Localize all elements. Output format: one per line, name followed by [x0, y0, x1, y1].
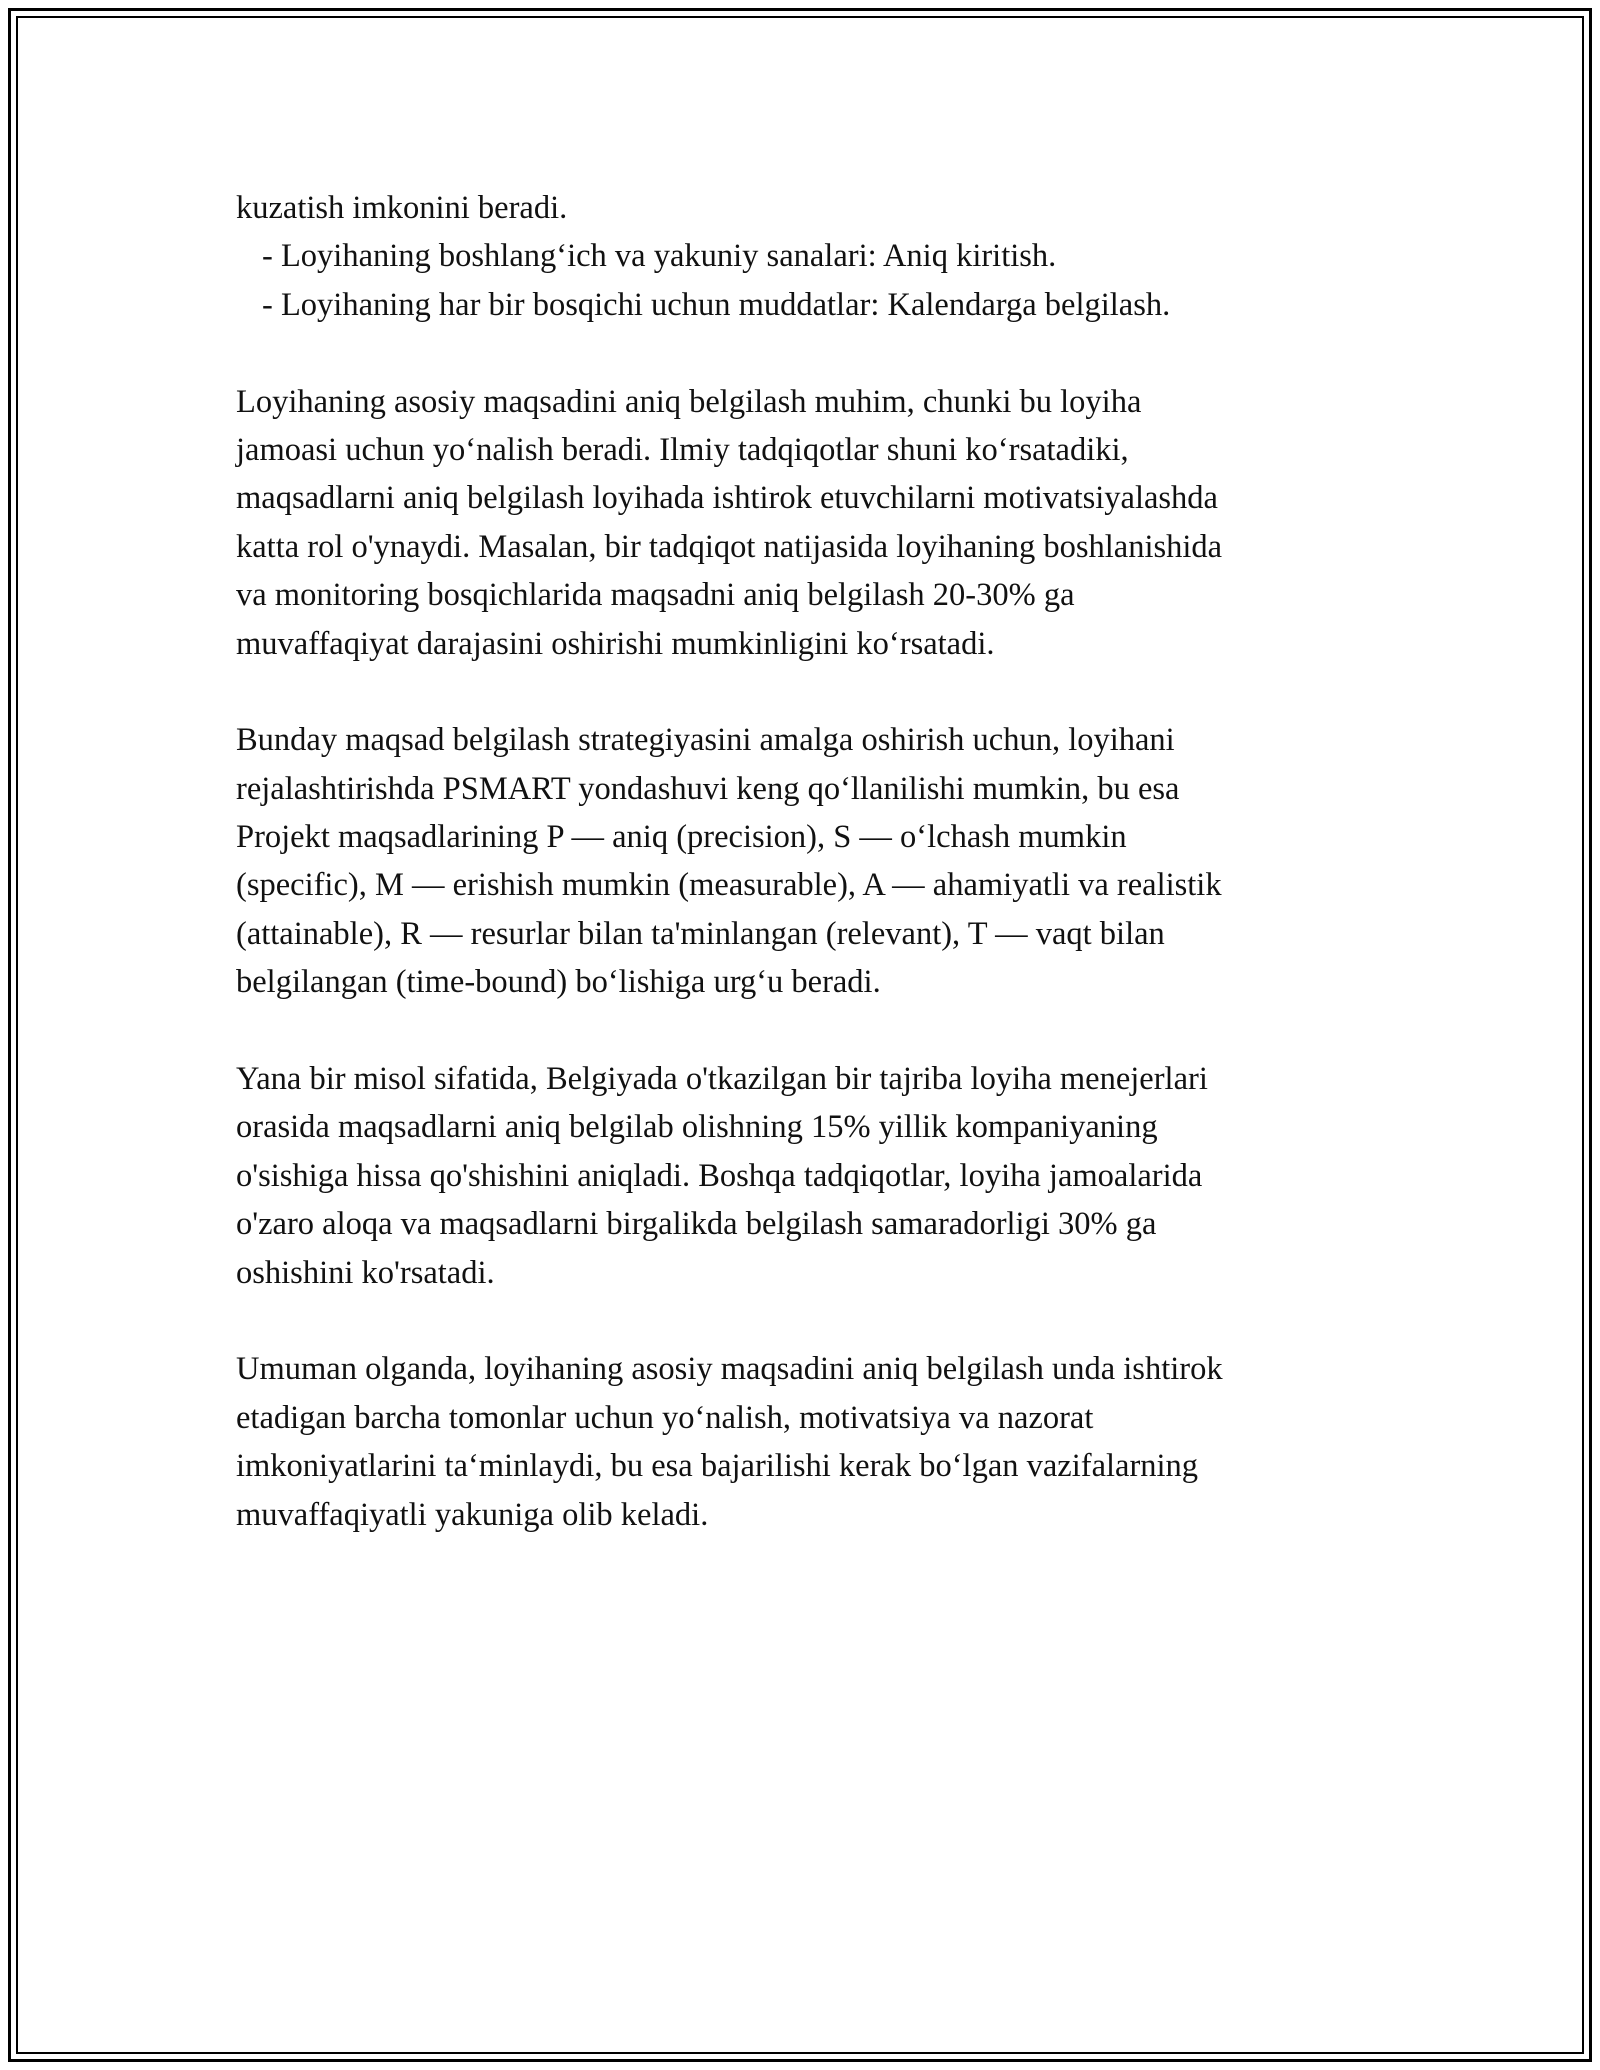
- paragraph-goal-importance: [236, 378, 1366, 668]
- text-line: Yana bir misol sifatida, Belgiyada o'tkazilgan bir tajriba loyiha menejerlari: [236, 1061, 1208, 1098]
- paragraph-gap: [236, 1007, 1366, 1055]
- paragraph-belgium-example: [236, 1055, 1366, 1297]
- text-line: muvaffaqiyatli yakuniga olib keladi.: [236, 1496, 709, 1533]
- text-line: Bunday maqsad belgilash strategiyasini amalga oshirish uchun, loyihani: [236, 722, 1175, 759]
- list-item-start-end-dates: - Loyihaning boshlang‘ich va yakuniy sanalari: Aniq kiritish.: [262, 238, 1057, 275]
- text-line: Loyihaning asosiy maqsadini aniq belgilash muhim, chunki bu loyiha: [236, 383, 1142, 420]
- paragraph-conclusion: [236, 1345, 1366, 1539]
- text-line: Umuman olganda, loyihaning asosiy maqsadini aniq belgilash unda ishtirok: [236, 1351, 1223, 1388]
- text-line: (attainable), R — resurlar bilan ta'minlangan (relevant), T — vaqt bilan: [236, 915, 1165, 952]
- text-line: (specific), M — erishish mumkin (measurable), A — ahamiyatli va realistik: [236, 867, 1222, 904]
- paragraph-gap: [236, 668, 1366, 716]
- text-line: muvaffaqiyat darajasini oshirishi mumkinligini ko‘rsatadi.: [236, 625, 995, 662]
- paragraph-gap: [236, 1297, 1366, 1345]
- text-line: katta rol o'ynaydi. Masalan, bir tadqiqot natijasida loyihaning boshlanishida: [236, 528, 1223, 565]
- text-line: kuzatish imkonini beradi.: [236, 190, 568, 226]
- text-line: orasida maqsadlarni aniq belgilab olishning 15% yillik kompaniyaning: [236, 1109, 1158, 1146]
- document-body: [236, 184, 1366, 1539]
- text-line: Projekt maqsadlarining P — aniq (precision), S — o‘lchash mumkin: [236, 819, 1127, 856]
- text-line: belgilangan (time-bound) bo‘lishiga urg‘u beradi.: [236, 964, 881, 1001]
- text-line: rejalashtirishda PSMART yondashuvi keng qo‘llanilishi mumkin, bu esa: [236, 770, 1180, 807]
- text-line: va monitoring bosqichlarida maqsadni aniq belgilash 20-30% ga: [236, 577, 1075, 614]
- text-line: oshishini ko'rsatadi.: [236, 1254, 495, 1291]
- intro-block: [236, 184, 1366, 329]
- text-line: maqsadlarni aniq belgilash loyihada ishtirok etuvchilarni motivatsiyalashda: [236, 480, 1218, 517]
- text-line: imkoniyatlarini ta‘minlaydi, bu esa bajarilishi kerak bo‘lgan vazifalarning: [236, 1448, 1199, 1485]
- text-line: o'zaro aloqa va maqsadlarni birgalikda belgilash samaradorligi 30% ga: [236, 1206, 1157, 1243]
- text-line: etadigan barcha tomonlar uchun yo‘nalish, motivatsiya va nazorat: [236, 1399, 1094, 1436]
- paragraph-gap: [236, 329, 1366, 377]
- list-item-stage-deadlines: - Loyihaning har bir bosqichi uchun muddatlar: Kalendarga belgilash.: [262, 286, 1171, 323]
- paragraph-psmart: [236, 716, 1366, 1006]
- text-line: jamoasi uchun yo‘nalish beradi. Ilmiy tadqiqotlar shuni ko‘rsatadiki,: [236, 431, 1129, 468]
- text-line: o'sishiga hissa qo'shishini aniqladi. Boshqa tadqiqotlar, loyiha jamoalarida: [236, 1157, 1203, 1194]
